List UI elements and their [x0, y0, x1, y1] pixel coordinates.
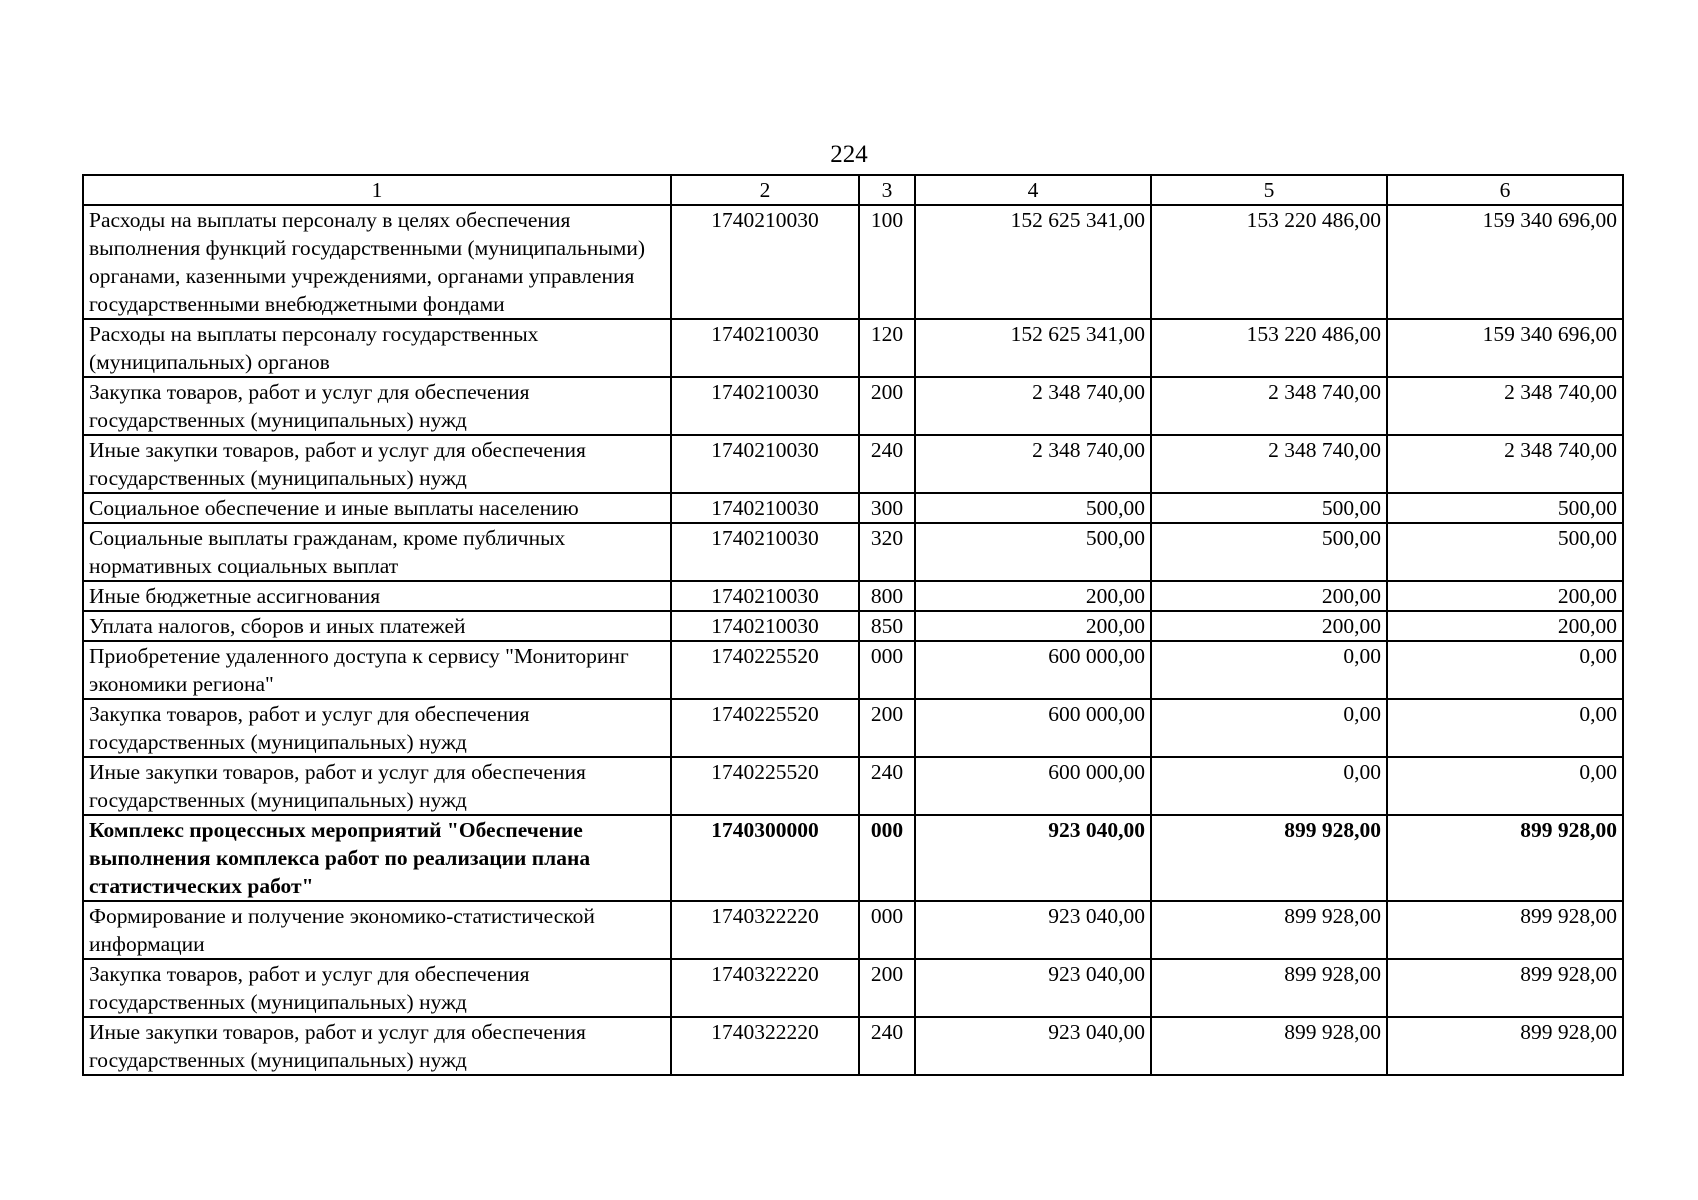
row-kvr-cell: 100: [859, 205, 915, 319]
row-value-col5: 0,00: [1151, 699, 1387, 757]
row-name-cell: Иные закупки товаров, работ и услуг для обеспечения государственных (муниципальных) нужд: [83, 1017, 671, 1075]
row-value-col5: 899 928,00: [1151, 901, 1387, 959]
table-row: [83, 1017, 1623, 1075]
row-name-cell: Приобретение удаленного доступа к сервису "Мониторинг экономики региона": [83, 641, 671, 699]
table-row: [83, 641, 1623, 699]
table-row: [83, 815, 1623, 901]
table-row: [83, 205, 1623, 319]
row-value-col5: 153 220 486,00: [1151, 205, 1387, 319]
row-code-cell: 1740210030: [671, 581, 859, 611]
row-value-col4: 600 000,00: [915, 699, 1151, 757]
row-name-cell: Закупка товаров, работ и услуг для обеспечения государственных (муниципальных) нужд: [83, 377, 671, 435]
row-kvr-cell: 240: [859, 1017, 915, 1075]
row-value-col6: 500,00: [1387, 523, 1623, 581]
row-value-col5: 200,00: [1151, 611, 1387, 641]
table-row: [83, 901, 1623, 959]
row-value-col5: 899 928,00: [1151, 815, 1387, 901]
row-value-col5: 899 928,00: [1151, 1017, 1387, 1075]
row-code-cell: 1740225520: [671, 641, 859, 699]
column-header-1: 1: [83, 175, 671, 205]
row-value-col4: 923 040,00: [915, 1017, 1151, 1075]
row-value-col5: 153 220 486,00: [1151, 319, 1387, 377]
row-code-cell: 1740210030: [671, 319, 859, 377]
row-kvr-cell: 240: [859, 757, 915, 815]
row-code-cell: 1740300000: [671, 815, 859, 901]
row-value-col4: 500,00: [915, 493, 1151, 523]
row-value-col4: 923 040,00: [915, 815, 1151, 901]
row-value-col4: 152 625 341,00: [915, 205, 1151, 319]
row-value-col5: 0,00: [1151, 757, 1387, 815]
row-value-col5: 899 928,00: [1151, 959, 1387, 1017]
row-value-col6: 2 348 740,00: [1387, 435, 1623, 493]
row-code-cell: 1740210030: [671, 377, 859, 435]
row-kvr-cell: 120: [859, 319, 915, 377]
row-value-col5: 500,00: [1151, 493, 1387, 523]
row-value-col5: 0,00: [1151, 641, 1387, 699]
row-code-cell: 1740322220: [671, 1017, 859, 1075]
column-header-5: 5: [1151, 175, 1387, 205]
row-value-col4: 200,00: [915, 581, 1151, 611]
row-value-col4: 500,00: [915, 523, 1151, 581]
row-name-cell: Закупка товаров, работ и услуг для обеспечения государственных (муниципальных) нужд: [83, 699, 671, 757]
row-value-col6: 200,00: [1387, 581, 1623, 611]
row-name-cell: Расходы на выплаты персоналу в целях обеспечения выполнения функций государственными (муниципальными) органами, казенными учреждениями, органами управления государственными внебюджетными фондами: [83, 205, 671, 319]
row-code-cell: 1740322220: [671, 901, 859, 959]
row-name-cell: Иные закупки товаров, работ и услуг для обеспечения государственных (муниципальных) нужд: [83, 757, 671, 815]
row-value-col6: 500,00: [1387, 493, 1623, 523]
row-value-col6: 899 928,00: [1387, 815, 1623, 901]
column-header-2: 2: [671, 175, 859, 205]
row-kvr-cell: 200: [859, 959, 915, 1017]
row-kvr-cell: 200: [859, 699, 915, 757]
row-value-col6: 159 340 696,00: [1387, 205, 1623, 319]
row-kvr-cell: 320: [859, 523, 915, 581]
table-row: [83, 523, 1623, 581]
row-value-col6: 899 928,00: [1387, 1017, 1623, 1075]
column-header-4: 4: [915, 175, 1151, 205]
column-header-3: 3: [859, 175, 915, 205]
row-value-col6: 0,00: [1387, 757, 1623, 815]
row-kvr-cell: 850: [859, 611, 915, 641]
row-code-cell: 1740322220: [671, 959, 859, 1017]
row-value-col4: 200,00: [915, 611, 1151, 641]
row-code-cell: 1740210030: [671, 523, 859, 581]
row-code-cell: 1740210030: [671, 205, 859, 319]
row-name-cell: Социальные выплаты гражданам, кроме публичных нормативных социальных выплат: [83, 523, 671, 581]
table-row: [83, 699, 1623, 757]
row-value-col5: 2 348 740,00: [1151, 435, 1387, 493]
row-value-col6: 899 928,00: [1387, 901, 1623, 959]
table-row: [83, 757, 1623, 815]
row-value-col6: 0,00: [1387, 641, 1623, 699]
row-name-cell: Закупка товаров, работ и услуг для обеспечения государственных (муниципальных) нужд: [83, 959, 671, 1017]
table-row: [83, 493, 1623, 523]
row-value-col6: 0,00: [1387, 699, 1623, 757]
table-row: [83, 959, 1623, 1017]
row-value-col4: 600 000,00: [915, 757, 1151, 815]
row-value-col6: 2 348 740,00: [1387, 377, 1623, 435]
row-name-cell: Комплекс процессных мероприятий "Обеспечение выполнения комплекса работ по реализации плана статистических работ": [83, 815, 671, 901]
row-kvr-cell: 200: [859, 377, 915, 435]
table-row: [83, 377, 1623, 435]
row-value-col5: 500,00: [1151, 523, 1387, 581]
table-row: [83, 435, 1623, 493]
row-value-col6: 159 340 696,00: [1387, 319, 1623, 377]
table-row: [83, 319, 1623, 377]
row-value-col4: 2 348 740,00: [915, 377, 1151, 435]
row-code-cell: 1740225520: [671, 757, 859, 815]
row-name-cell: Социальное обеспечение и иные выплаты населению: [83, 493, 671, 523]
row-value-col4: 600 000,00: [915, 641, 1151, 699]
table-body: [83, 205, 1623, 1075]
row-kvr-cell: 000: [859, 901, 915, 959]
row-value-col4: 923 040,00: [915, 959, 1151, 1017]
row-code-cell: 1740210030: [671, 493, 859, 523]
row-kvr-cell: 000: [859, 815, 915, 901]
row-code-cell: 1740210030: [671, 611, 859, 641]
budget-table: [82, 174, 1624, 1076]
row-name-cell: Формирование и получение экономико-статистической информации: [83, 901, 671, 959]
row-name-cell: Иные закупки товаров, работ и услуг для обеспечения государственных (муниципальных) нужд: [83, 435, 671, 493]
row-kvr-cell: 240: [859, 435, 915, 493]
table-row: [83, 611, 1623, 641]
row-kvr-cell: 300: [859, 493, 915, 523]
row-code-cell: 1740225520: [671, 699, 859, 757]
table-row: [83, 581, 1623, 611]
row-value-col4: 152 625 341,00: [915, 319, 1151, 377]
row-code-cell: 1740210030: [671, 435, 859, 493]
row-name-cell: Иные бюджетные ассигнования: [83, 581, 671, 611]
row-value-col5: 200,00: [1151, 581, 1387, 611]
row-value-col4: 2 348 740,00: [915, 435, 1151, 493]
row-kvr-cell: 000: [859, 641, 915, 699]
row-value-col5: 2 348 740,00: [1151, 377, 1387, 435]
row-name-cell: Уплата налогов, сборов и иных платежей: [83, 611, 671, 641]
row-value-col4: 923 040,00: [915, 901, 1151, 959]
row-name-cell: Расходы на выплаты персоналу государственных (муниципальных) органов: [83, 319, 671, 377]
row-value-col6: 200,00: [1387, 611, 1623, 641]
row-kvr-cell: 800: [859, 581, 915, 611]
page-number: 224: [830, 141, 868, 168]
table-header-row: [83, 175, 1623, 205]
column-header-6: 6: [1387, 175, 1623, 205]
row-value-col6: 899 928,00: [1387, 959, 1623, 1017]
